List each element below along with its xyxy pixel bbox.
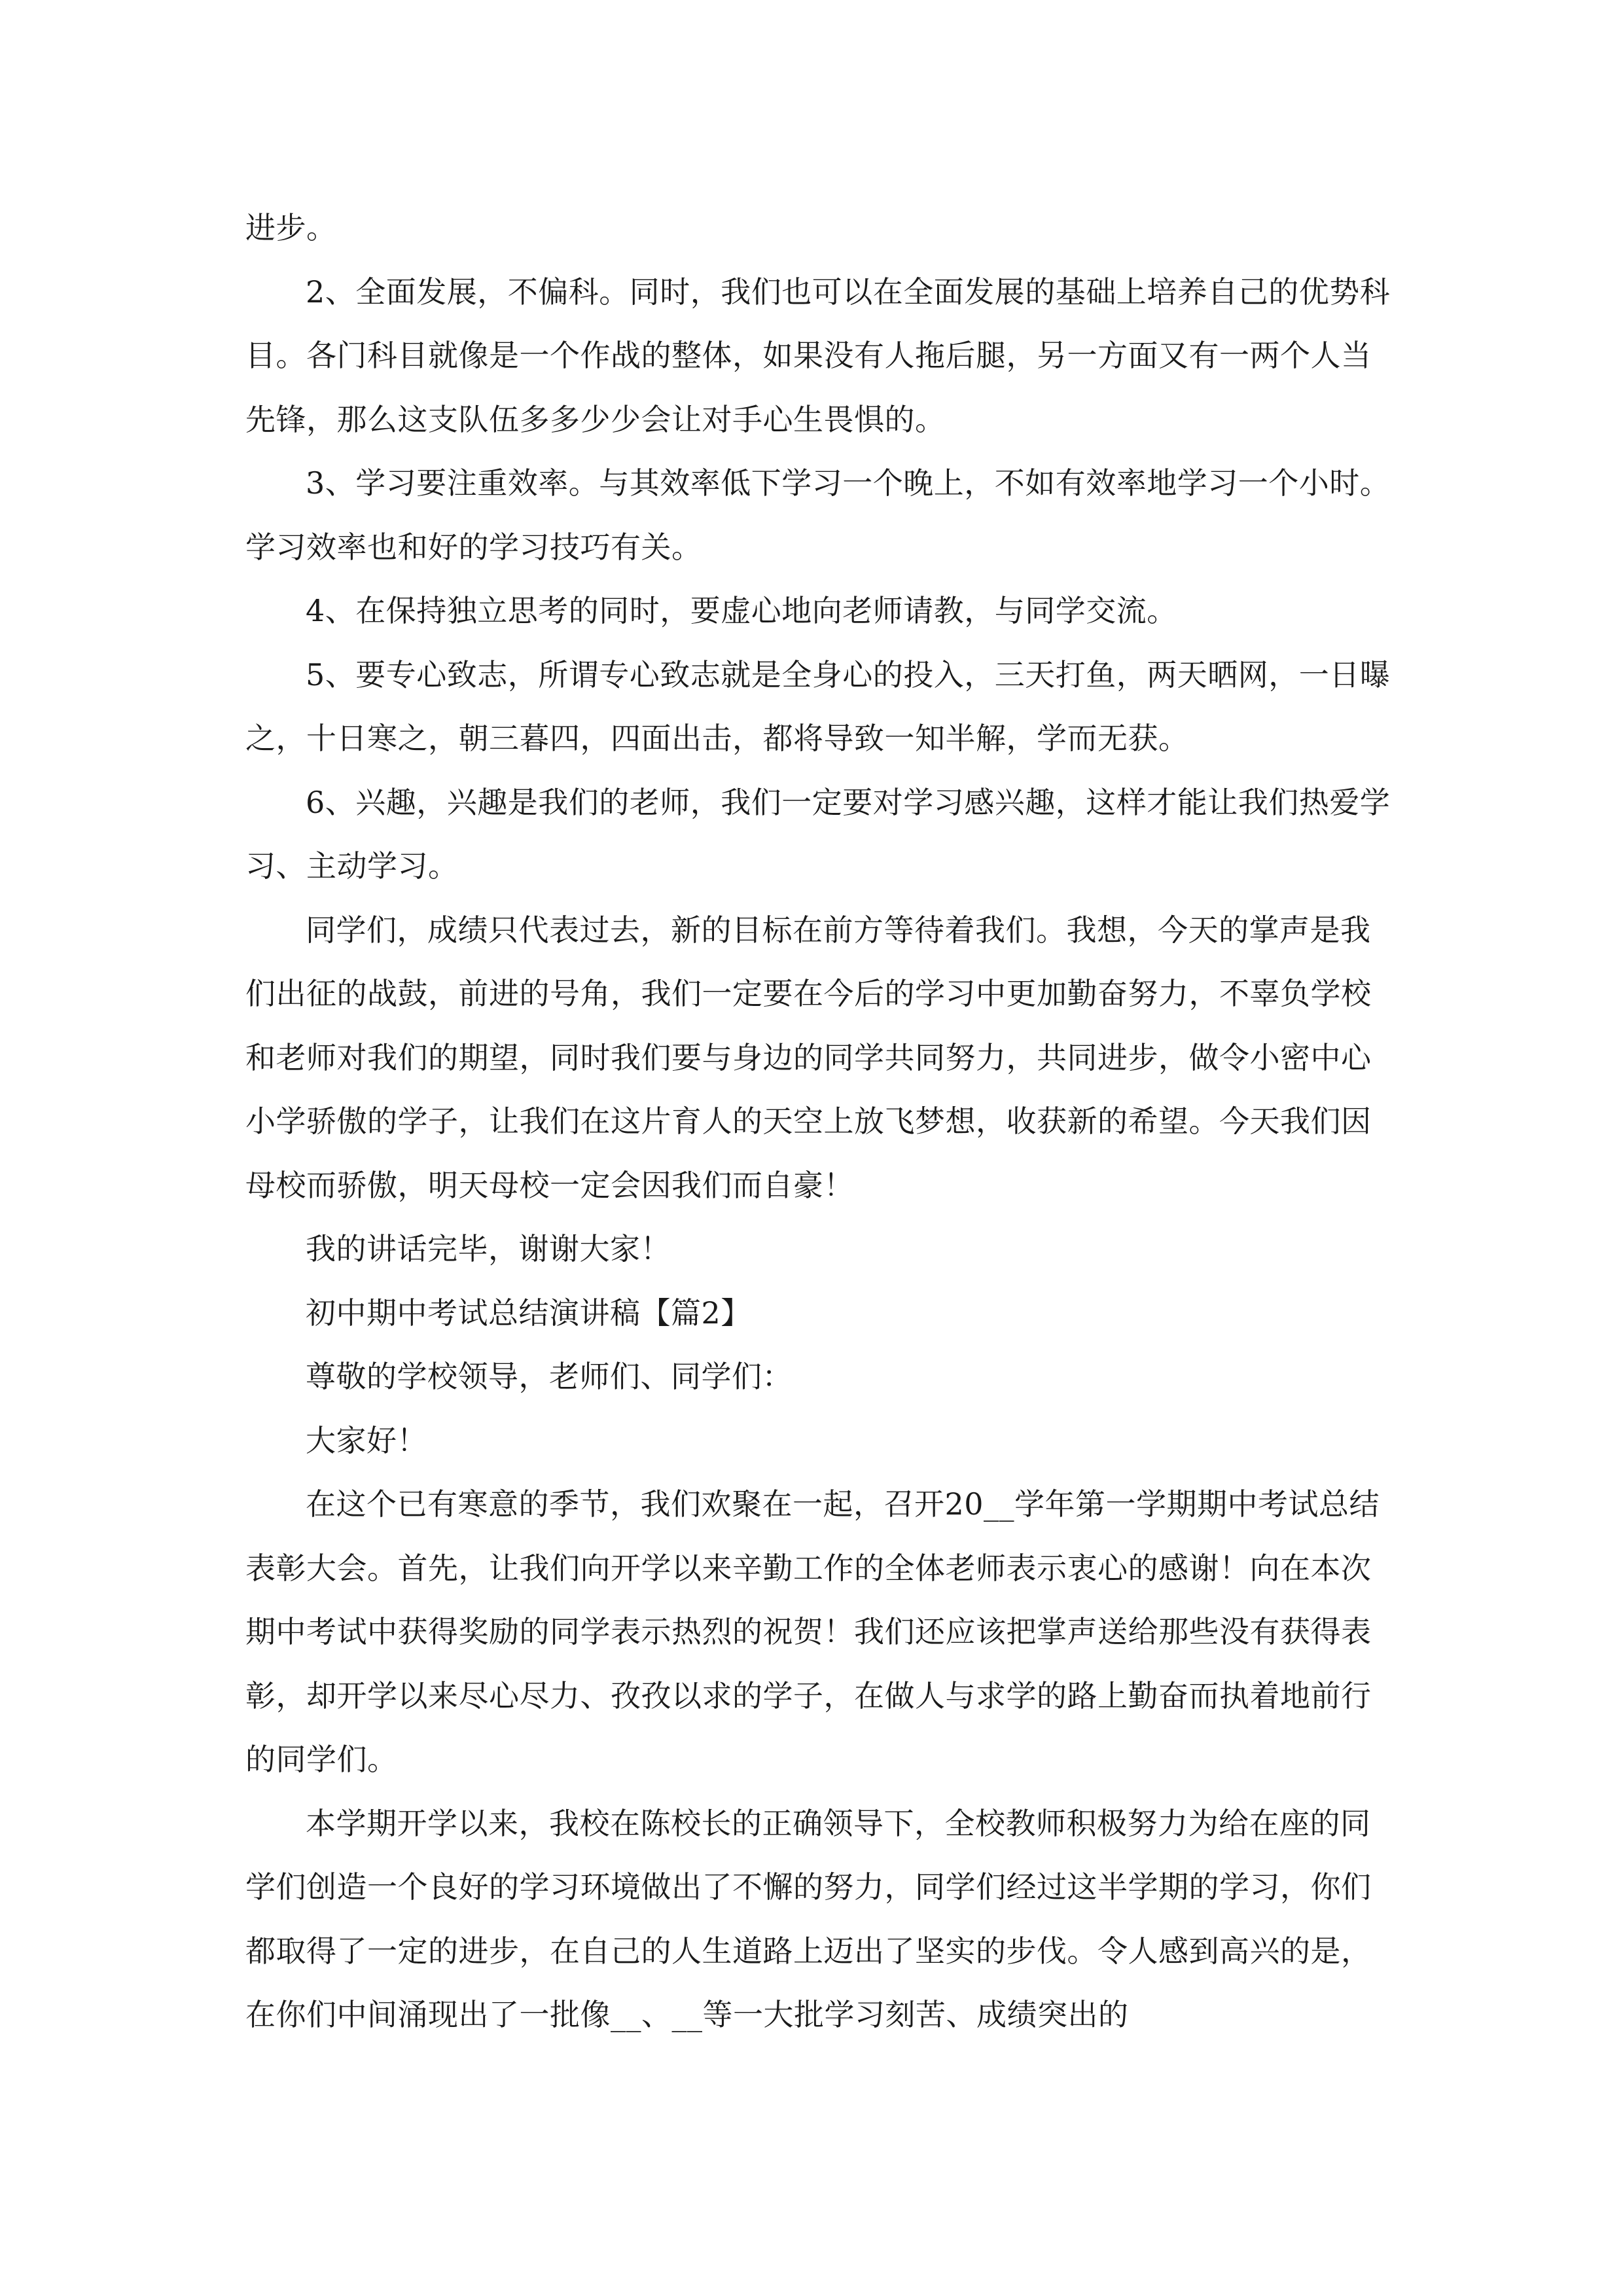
paragraph-closing: 我的讲话完毕，谢谢大家！ [306, 1231, 671, 1266]
section-heading: 初中期中考试总结演讲稿【篇2】 [306, 1295, 751, 1331]
greeting: 大家好！ [306, 1422, 427, 1458]
paragraph-point-2: 2、全面发展，不偏科。同时，我们也可以在全面发展的基础上培养自己的优势科目。各门科目就像是一个作战的整体，如果没有人拖后腿，另一方面又有一两个人当先锋，那么这支队伍多多少少会让对手心生畏惧的。 [245, 274, 1391, 437]
paragraph-opening: 在这个已有寒意的季节，我们欢聚在一起，召开20__学年第一学期期中考试总结表彰大会。首先，让我们向开学以来辛勤工作的全体老师表示衷心的感谢！向在本次期中考试中获得奖励的同学表示热烈的祝贺！我们还应该把掌声送给那些没有获得表彰，却开学以来尽心尽力、孜孜以求的学子，在做人与求学的路上勤奋而执着地前行的同学们。 [245, 1486, 1380, 1777]
paragraph-continuation: 进步。 [245, 210, 337, 245]
paragraph-point-5: 5、要专心致志，所谓专心致志就是全身心的投入，三天打鱼，两天晒网，一日曝之，十日寒之，朝三暮四，四面出击，都将导致一知半解，学而无获。 [245, 656, 1391, 756]
document-body [245, 196, 1397, 2047]
paragraph-point-6: 6、兴趣，兴趣是我们的老师，我们一定要对学习感兴趣，这样才能让我们热爱学习、主动学习。 [245, 784, 1391, 884]
paragraph-conclusion: 同学们，成绩只代表过去，新的目标在前方等待着我们。我想，今天的掌声是我们出征的战鼓，前进的号角，我们一定要在今后的学习中更加勤奋努力，不辜负学校和老师对我们的期望，同时我们要与身边的同学共同努力，共同进步，做令小密中心小学骄傲的学子，让我们在这片育人的天空上放飞梦想，收获新的希望。今天我们因母校而骄傲，明天母校一定会因我们而自豪！ [245, 912, 1372, 1203]
paragraph-body: 本学期开学以来，我校在陈校长的正确领导下，全校教师积极努力为给在座的同学们创造一个良好的学习环境做出了不懈的努力，同学们经过这半学期的学习，你们都取得了一定的进步，在自己的人生道路上迈出了坚实的步伐。令人感到高兴的是，在你们中间涌现出了一批像__、__等一大批学习刻苦、成绩突出的 [245, 1805, 1372, 2032]
paragraph-point-3: 3、学习要注重效率。与其效率低下学习一个晚上，不如有效率地学习一个小时。学习效率也和好的学习技巧有关。 [245, 465, 1391, 565]
paragraph-point-4: 4、在保持独立思考的同时，要虚心地向老师请教，与同学交流。 [306, 593, 1177, 628]
salutation: 尊敬的学校领导，老师们、同学们： [306, 1359, 793, 1394]
